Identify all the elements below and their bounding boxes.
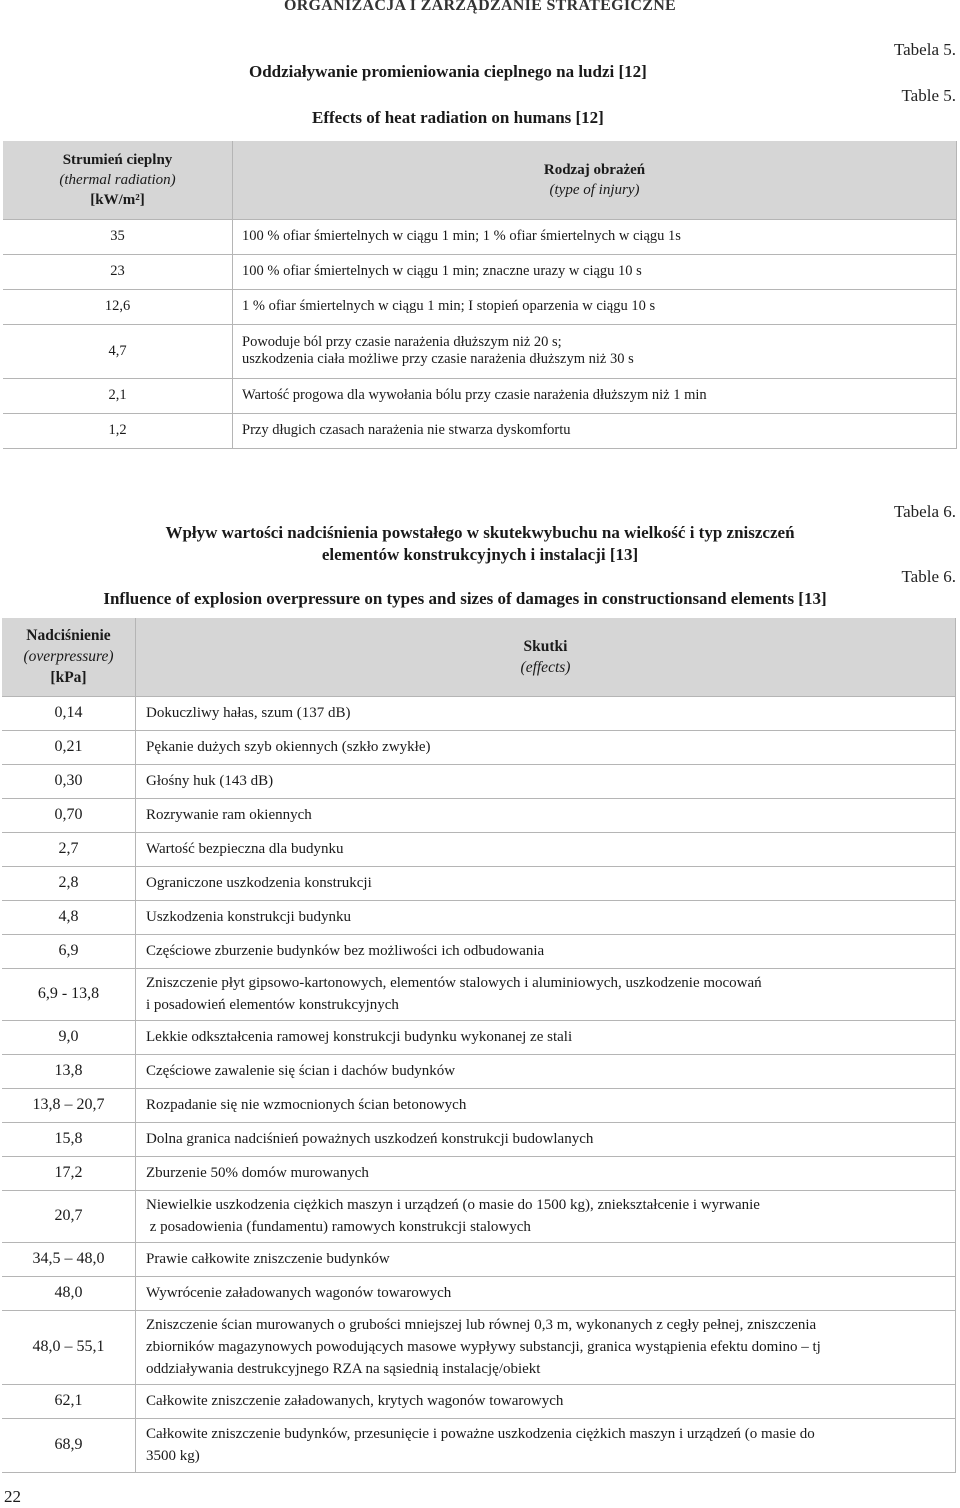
- table6-title-pl-line1: Wpływ wartości nadciśnienia powstałego w skutekwybuchu na wielkość i typ zniszczeń: [165, 523, 795, 542]
- table6-effect: Dolna granica nadciśnień poważnych uszkodzeń konstrukcji budowlanych: [136, 1122, 956, 1156]
- table6-effect: Wywrócenie załadowanych wagonów towarowych: [136, 1276, 956, 1310]
- table6-value: 48,0 – 55,1: [2, 1310, 136, 1384]
- table5-title-pl: Oddziaływanie promieniowania cieplnego na ludzi [12]: [249, 62, 647, 81]
- table5-value: 4,7: [3, 324, 233, 378]
- table6: [2, 618, 956, 1473]
- table5-col2-en: (type of injury): [549, 181, 640, 198]
- table6-col1-header: [2, 618, 136, 696]
- table6-value: 62,1: [2, 1384, 136, 1418]
- table6-value: 68,9: [2, 1418, 136, 1472]
- table6-col2-header: [136, 618, 956, 696]
- table6-col2-pl: Skutki: [523, 638, 568, 655]
- table6-value: 4,8: [2, 900, 136, 934]
- table6-value: 34,5 – 48,0: [2, 1242, 136, 1276]
- table6-value: 6,9 - 13,8: [2, 968, 136, 1020]
- table6-effect: Rozpadanie się nie wzmocnionych ścian betonowych: [136, 1088, 956, 1122]
- table5-col2-pl: Rodzaj obrażeń: [543, 161, 646, 178]
- table-row: [2, 968, 956, 1020]
- table6-effect-line: Zniszczenie ścian murowanych o grubości mniejszej lub równej 0,3 m, wykonanych z cegły pełnej, zniszczenia: [146, 1317, 817, 1333]
- table6-value: 9,0: [2, 1020, 136, 1054]
- table6-value: 2,8: [2, 866, 136, 900]
- table5-label-en: Table 5.: [901, 86, 956, 105]
- table6-effect: Częściowe zawalenie się ścian i dachów budynków: [136, 1054, 956, 1088]
- table5-effect: Wartość progowa dla wywołania bólu przy czasie narażenia dłuższym niż 1 min: [233, 378, 957, 413]
- table-row: [2, 1088, 956, 1122]
- table6-effect: Pękanie dużych szyb okiennych (szkło zwykłe): [136, 730, 956, 764]
- table6-value: 48,0: [2, 1276, 136, 1310]
- table6-effect-line: 3500 kg): [146, 1448, 200, 1464]
- table5: [3, 141, 957, 449]
- table5-effect-cell: [233, 324, 957, 378]
- table5-effect-line: uszkodzenia ciała możliwe przy czasie narażenia dłuższym niż 30 s: [242, 351, 634, 367]
- table5-col1-pl: Strumień cieplny: [62, 151, 173, 168]
- table5-value: 23: [3, 254, 233, 289]
- table5-effect: 1 % ofiar śmiertelnych w ciągu 1 min; I stopień oparzenia w ciągu 10 s: [233, 289, 957, 324]
- table6-effect-line: z posadowienia (fundamentu) ramowych konstrukcji stalowych: [146, 1219, 531, 1235]
- table5-value: 35: [3, 219, 233, 254]
- table6-value: 0,70: [2, 798, 136, 832]
- page-number: 22: [4, 1487, 21, 1506]
- table6-title-en: Influence of explosion overpressure on types and sizes of damages in constructionsand elements [13]: [103, 589, 827, 608]
- table-row: [3, 289, 957, 324]
- table6-value: 0,14: [2, 696, 136, 730]
- table-row: [3, 324, 957, 378]
- table5-value: 1,2: [3, 413, 233, 448]
- table5-effect: 100 % ofiar śmiertelnych w ciągu 1 min; 1 % ofiar śmiertelnych w ciągu 1s: [233, 219, 957, 254]
- table-row: [2, 1156, 956, 1190]
- table6-effect: Całkowite zniszczenie załadowanych, krytych wagonów towarowych: [136, 1384, 956, 1418]
- table6-value: 0,30: [2, 764, 136, 798]
- table6-effect-line: Całkowite zniszczenie budynków, przesunięcie i poważne uszkodzenia ciężkich maszyn i urządzeń (o masie do: [146, 1426, 815, 1442]
- table6-header-row: [2, 618, 956, 696]
- table6-col1-unit: [kPa]: [50, 669, 87, 687]
- table-row: [2, 730, 956, 764]
- table-row: [2, 866, 956, 900]
- table6-effect: Zburzenie 50% domów murowanych: [136, 1156, 956, 1190]
- table6-value: 6,9: [2, 934, 136, 968]
- table-row: [3, 378, 957, 413]
- table6-label-en: Table 6.: [901, 567, 956, 586]
- table6-effect: Dokuczliwy hałas, szum (137 dB): [136, 696, 956, 730]
- table-row: [2, 1054, 956, 1088]
- table6-effect-line: zbiorników magazynowych powodujących masowe wypływy substancji, granica wystąpienia efektu domino – tj: [146, 1339, 821, 1355]
- table5-value: 12,6: [3, 289, 233, 324]
- table6-effect-cell: [136, 1190, 956, 1242]
- table-row: [2, 1384, 956, 1418]
- table6-effect-line: Zniszczenie płyt gipsowo-kartonowych, elementów stalowych i aluminiowych, uszkodzenie mocowań: [146, 975, 762, 991]
- table6-effect-line: oddziaływania destrukcyjnego RZA na sąsiednią instalację/obiekt: [146, 1361, 541, 1377]
- table6-effect-cell: [136, 1418, 956, 1472]
- table5-header-row: [3, 141, 957, 219]
- table6-effect-cell: [136, 968, 956, 1020]
- table6-value: 2,7: [2, 832, 136, 866]
- table-row: [2, 832, 956, 866]
- table6-effect-cell: [136, 1310, 956, 1384]
- table6-col1-en: (overpressure): [23, 648, 114, 666]
- table6-value: 20,7: [2, 1190, 136, 1242]
- table6-value: 13,8: [2, 1054, 136, 1088]
- table-row: [2, 764, 956, 798]
- table6-effect-line: i posadowień elementów konstrukcyjnych: [146, 997, 399, 1013]
- table6-col1-pl: Nadciśnienie: [26, 627, 111, 645]
- table6-effect: Prawie całkowite zniszczenie budynków: [136, 1242, 956, 1276]
- table-row: [2, 1310, 956, 1384]
- table6-effect: Ograniczone uszkodzenia konstrukcji: [136, 866, 956, 900]
- table6-effect: Głośny huk (143 dB): [136, 764, 956, 798]
- table5-effect: 100 % ofiar śmiertelnych w ciągu 1 min; znaczne urazy w ciągu 10 s: [233, 254, 957, 289]
- table-row: [2, 1276, 956, 1310]
- table-row: [2, 934, 956, 968]
- table-row: [3, 254, 957, 289]
- table5-col1-unit: [kW/m²]: [90, 191, 145, 208]
- table-row: [2, 1122, 956, 1156]
- table5-label-pl: Tabela 5.: [893, 40, 956, 59]
- table-row: [2, 798, 956, 832]
- table5-effect-line: Powoduje ból przy czasie narażenia dłuższym niż 20 s;: [242, 334, 562, 350]
- table6-effect: Częściowe zburzenie budynków bez możliwości ich odbudowania: [136, 934, 956, 968]
- table6-effect: Rozrywanie ram okiennych: [136, 798, 956, 832]
- table6-value: 0,21: [2, 730, 136, 764]
- table6-value: 13,8 – 20,7: [2, 1088, 136, 1122]
- table5-col1-header: [3, 141, 233, 219]
- running-header: ORGANIZACJA I ZARZĄDZANIE STRATEGICZNE: [283, 0, 677, 14]
- table6-effect: Wartość bezpieczna dla budynku: [136, 832, 956, 866]
- table5-col2-header: [233, 141, 957, 219]
- table-row: [2, 1242, 956, 1276]
- table-row: [2, 1418, 956, 1472]
- table-row: [2, 1020, 956, 1054]
- table-row: [2, 696, 956, 730]
- table5-col1-en: (thermal radiation): [59, 171, 176, 188]
- table-row: [2, 900, 956, 934]
- table6-title-pl-line2: elementów konstrukcyjnych i instalacji [13]: [321, 545, 639, 564]
- table5-title-en: Effects of heat radiation on humans [12]: [312, 108, 604, 127]
- table6-label-pl: Tabela 6.: [893, 502, 956, 521]
- table-row: [2, 1190, 956, 1242]
- table6-effect: Lekkie odkształcenia ramowej konstrukcji budynku wykonanej ze stali: [136, 1020, 956, 1054]
- table-row: [3, 219, 957, 254]
- table5-effect: Przy długich czasach narażenia nie stwarza dyskomfortu: [233, 413, 957, 448]
- table-row: [3, 413, 957, 448]
- table5-value: 2,1: [3, 378, 233, 413]
- table6-effect-line: Niewielkie uszkodzenia ciężkich maszyn i urządzeń (o masie do 1500 kg), zniekształcenie i wyrwanie: [146, 1197, 760, 1213]
- table6-effect: Uszkodzenia konstrukcji budynku: [136, 900, 956, 934]
- table6-value: 17,2: [2, 1156, 136, 1190]
- table6-col2-en: (effects): [520, 659, 571, 676]
- table6-value: 15,8: [2, 1122, 136, 1156]
